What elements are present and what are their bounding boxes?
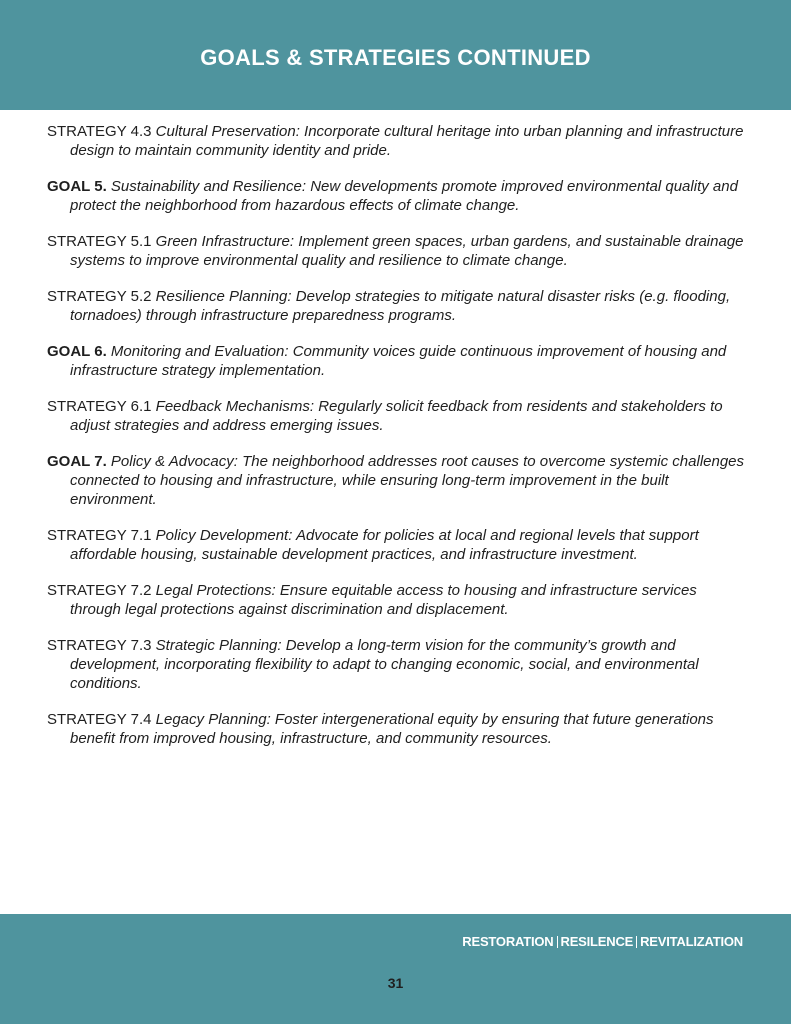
page-title: GOALS & STRATEGIES CONTINUED xyxy=(200,45,591,70)
entry-label: GOAL 5. xyxy=(47,178,107,195)
entry-text: Resilience Planning: Develop strategies to mitigate natural disaster risks (e.g. flooding, tornadoes) through infrastructure preparedness programs. xyxy=(70,288,731,324)
entry-label: STRATEGY 5.1 xyxy=(47,233,152,250)
entry-label: GOAL 6. xyxy=(47,343,107,360)
footer-band xyxy=(0,914,791,1024)
entry-text: Cultural Preservation: Incorporate cultural heritage into urban planning and infrastructure design to maintain community identity and pride. xyxy=(70,123,744,159)
entry-label: STRATEGY 7.4 xyxy=(47,711,152,728)
strategy-6-1 xyxy=(47,397,747,435)
entry-text: Sustainability and Resilience: New developments promote improved environmental quality and protect the neighborhood from hazardous effects of climate change. xyxy=(70,178,738,214)
entry-text: Monitoring and Evaluation: Community voices guide continuous improvement of housing and infrastructure strategy implementation. xyxy=(70,343,727,379)
entry-text: Policy & Advocacy: The neighborhood addresses root causes to overcome systemic challenges connected to housing and infrastructure, while ensuring long-term improvement in the built environment. xyxy=(70,453,745,508)
entry-label: STRATEGY 5.2 xyxy=(47,288,152,305)
strategy-5-1 xyxy=(47,232,747,270)
tagline-resilence: RESILENCE xyxy=(560,934,634,949)
strategy-7-1 xyxy=(47,526,747,564)
entry-label: STRATEGY 7.2 xyxy=(47,582,152,599)
entry-label: STRATEGY 6.1 xyxy=(47,398,152,415)
goal-7 xyxy=(47,452,747,509)
strategy-5-2 xyxy=(47,287,747,325)
tagline-divider xyxy=(636,936,637,948)
strategy-7-2 xyxy=(47,581,747,619)
entry-text: Strategic Planning: Develop a long-term vision for the community’s growth and development, incorporating flexibility to adapt to changing economic, social, and environmental conditions. xyxy=(70,637,699,692)
entry-text: Green Infrastructure: Implement green spaces, urban gardens, and sustainable drainage systems to improve environmental quality and resilience to climate change. xyxy=(70,233,744,269)
tagline-divider xyxy=(557,936,558,948)
tagline-restoration: RESTORATION xyxy=(462,934,554,949)
entry-label: GOAL 7. xyxy=(47,453,107,470)
strategy-4-3 xyxy=(47,122,747,160)
footer-tagline xyxy=(462,934,743,949)
goals-strategies-list xyxy=(47,122,747,765)
entry-text: Feedback Mechanisms: Regularly solicit feedback from residents and stakeholders to adjust strategies and address emerging issues. xyxy=(70,398,723,434)
entry-label: STRATEGY 4.3 xyxy=(47,123,152,140)
strategy-7-4 xyxy=(47,710,747,748)
strategy-7-3 xyxy=(47,636,747,693)
entry-label: STRATEGY 7.1 xyxy=(47,527,152,544)
entry-text: Legal Protections: Ensure equitable access to housing and infrastructure services through legal protections against discrimination and displacement. xyxy=(70,582,697,618)
entry-text: Policy Development: Advocate for policies at local and regional levels that support affordable housing, sustainable development practices, and infrastructure investment. xyxy=(70,527,699,563)
header-band xyxy=(0,0,791,110)
page-number: 31 xyxy=(387,975,404,991)
entry-label: STRATEGY 7.3 xyxy=(47,637,152,654)
tagline-revitalization: REVITALIZATION xyxy=(640,934,743,949)
goal-6 xyxy=(47,342,747,380)
goal-5 xyxy=(47,177,747,215)
entry-text: Legacy Planning: Foster intergenerational equity by ensuring that future generations benefit from improved housing, infrastructure, and community resources. xyxy=(70,711,714,747)
